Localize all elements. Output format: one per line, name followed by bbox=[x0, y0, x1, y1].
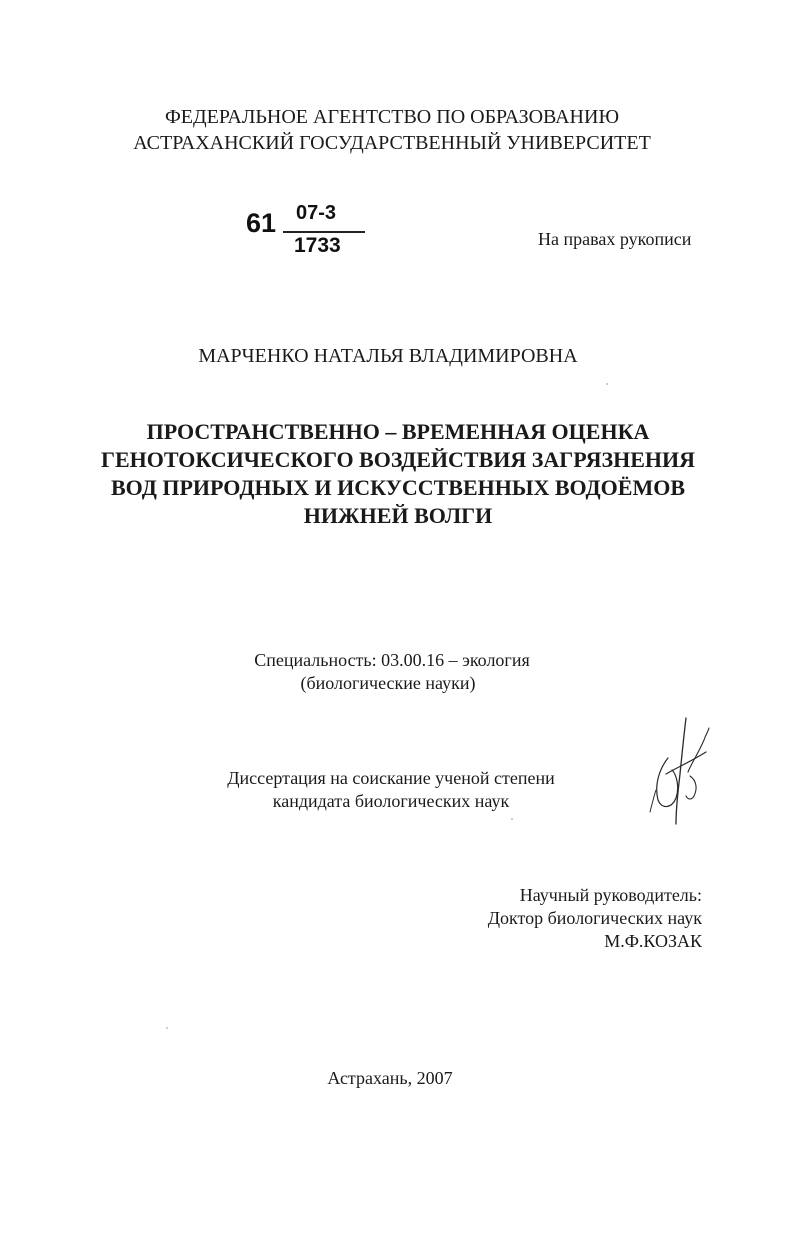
agency-heading: ФЕДЕРАЛЬНОЕ АГЕНТСТВО ПО ОБРАЗОВАНИЮ bbox=[164, 106, 619, 128]
dissertation-title bbox=[0, 418, 796, 530]
rights-note: На правах рукописи bbox=[538, 229, 692, 249]
title-line: ГЕНОТОКСИЧЕСКОГО ВОЗДЕЙСТВИЯ ЗАГРЯЗНЕНИЯ bbox=[100, 447, 696, 472]
specialty-field: (биологические науки) bbox=[300, 673, 476, 693]
scan-speck bbox=[166, 1027, 168, 1029]
scan-speck bbox=[511, 818, 513, 820]
title-line: ВОД ПРИРОДНЫХ И ИСКУССТВЕННЫХ ВОДОЁМОВ bbox=[111, 475, 685, 500]
call-number-prefix: 61 bbox=[246, 208, 277, 238]
university-heading: АСТРАХАНСКИЙ ГОСУДАРСТВЕННЫЙ УНИВЕРСИТЕТ bbox=[133, 132, 651, 154]
call-number-denominator: 1733 bbox=[294, 234, 341, 257]
degree-line-2: кандидата биологических наук bbox=[272, 791, 510, 811]
call-number-numerator: 07-3 bbox=[296, 202, 337, 224]
author-name: МАРЧЕНКО НАТАЛЬЯ ВЛАДИМИРОВНА bbox=[198, 345, 578, 367]
call-number-fraction-bar bbox=[283, 231, 365, 233]
supervisor-label: Научный руководитель: bbox=[519, 885, 702, 905]
supervisor-block bbox=[488, 884, 702, 953]
specialty-code: Специальность: 03.00.16 – экология bbox=[254, 650, 530, 670]
signature-icon bbox=[646, 714, 712, 828]
title-line: ПРОСТРАНСТВЕННО – ВРЕМЕННАЯ ОЦЕНКА bbox=[146, 419, 650, 444]
library-call-number bbox=[246, 200, 366, 260]
supervisor-name: М.Ф.КОЗАК bbox=[604, 931, 702, 951]
title-line: НИЖНЕЙ ВОЛГИ bbox=[303, 503, 493, 528]
degree-line-1: Диссертация на соискание ученой степени bbox=[227, 768, 555, 788]
city-and-year: Астрахань, 2007 bbox=[327, 1068, 453, 1088]
specialty-block bbox=[0, 649, 796, 695]
supervisor-degree: Доктор биологических наук bbox=[487, 908, 702, 928]
scan-speck bbox=[606, 383, 608, 385]
